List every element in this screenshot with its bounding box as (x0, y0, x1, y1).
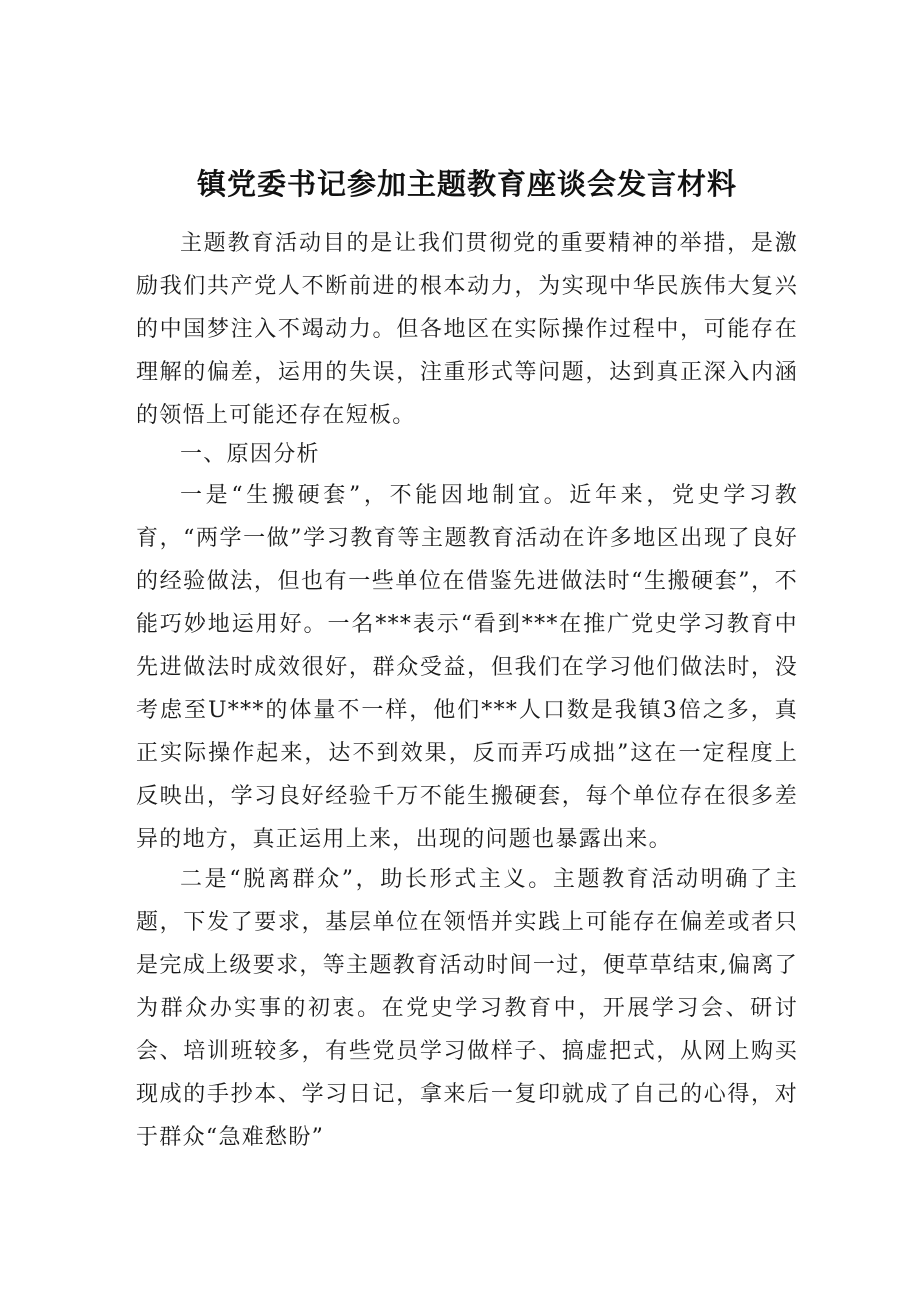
paragraph-two: 二是“脱离群众”，助长形式主义。主题教育活动明确了主题，下发了要求，基层单位在领悟并实践上可能存在偏差或者只是完成上级要求，等主题教育活动时间一过，便草草结束,偏离了为群众办实事的初衷。在党史学习教育中，开展学习会、研讨会、培训班较多，有些党员学习做样子、搞虚把式，从网上购买现成的手抄本、学习日记，拿来后一复印就成了自己的心得，对于群众“急难愁盼” (136, 867, 798, 1150)
paragraph-one: 一是“生搬硬套”，不能因地制宜。近年来，党史学习教育，“两学一做”学习教育等主题教育活动在许多地区出现了良好的经验做法，但也有一些单位在借鉴先进做法时“生搬硬套”，不能巧妙地运用好。一名***表示“看到***在推广党史学习教育中先进做法时成效很好，群众受益，但我们在学习他们做法时，没考虑至U***的体量不一样，他们***人口数是我镇3倍之多，真正实际操作起来，达不到效果，反而弄巧成拙”这在一定程度上反映出，学习良好经验千万不能生搬硬套，每个单位存在很多差异的地方，真正运用上来，出现的问题也暴露出来。 (136, 483, 798, 852)
intro-paragraph: 主题教育活动目的是让我们贯彻党的重要精神的举措，是激励我们共产党人不断前进的根本动力，为实现中华民族伟大复兴的中国梦注入不竭动力。但各地区在实际操作过程中，可能存在理解的偏差，运用的失误，注重形式等问题，达到真正深入内涵的领悟上可能还存在短板。 (136, 231, 798, 428)
document-title: 镇党委书记参加主题教育座谈会发言材料 (196, 167, 737, 201)
section-heading: 一、原因分析 (180, 442, 320, 467)
